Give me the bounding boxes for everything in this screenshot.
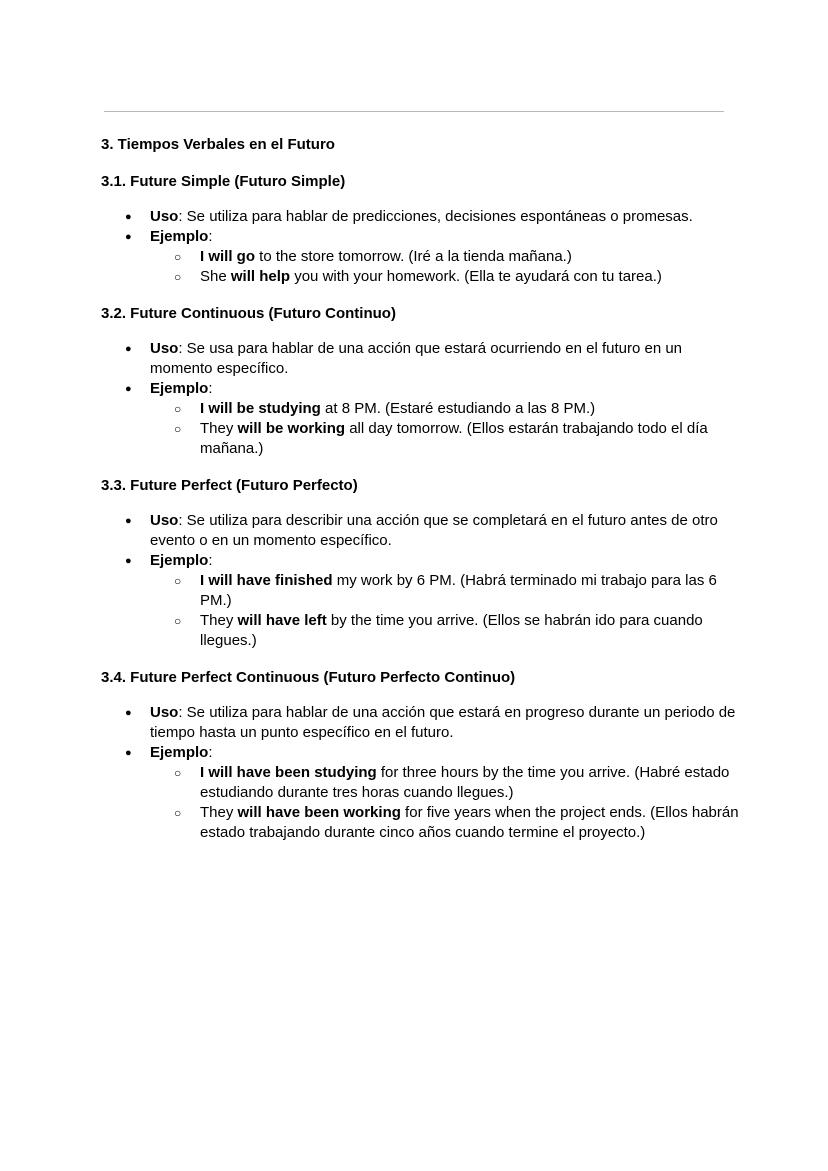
example-item — [101, 803, 741, 843]
ejemplo-item — [101, 743, 741, 843]
ejemplo-label: Ejemplo — [150, 228, 209, 245]
subsection-list-3-4 — [101, 703, 741, 843]
ejemplo-label: Ejemplo — [150, 380, 209, 397]
example-post: at 8 PM. (Estaré estudiando a las 8 PM.) — [320, 400, 596, 417]
example-bold: will have been working — [237, 804, 401, 821]
example-post: for three hours by the time you arrive. (Habré estado estudiando durante tres horas cuando llegues.) — [200, 764, 730, 801]
subsection-title-3-3: 3.3. Future Perfect (Futuro Perfecto) — [101, 477, 358, 494]
example-pre: She — [200, 268, 231, 285]
example-bold: I will have been studying — [200, 764, 377, 781]
example-bold: I will have finished — [200, 572, 333, 589]
section-title: 3. Tiempos Verbales en el Futuro — [101, 136, 335, 153]
example-bold: will have left — [237, 612, 327, 629]
example-item — [101, 247, 741, 267]
ejemplo-item — [101, 551, 741, 651]
uso-item — [101, 339, 741, 379]
example-item — [101, 419, 741, 459]
example-pre: They — [200, 420, 238, 437]
subsection-title-3-2: 3.2. Future Continuous (Futuro Continuo) — [101, 305, 396, 322]
uso-item — [101, 207, 741, 227]
example-pre: They — [200, 804, 238, 821]
uso-label: Uso — [150, 704, 179, 721]
ejemplo-item — [101, 227, 741, 287]
subsection-list-3-2 — [101, 339, 741, 459]
ejemplo-label: Ejemplo — [150, 552, 209, 569]
example-list — [150, 247, 741, 287]
ejemplo-colon: : — [208, 228, 213, 245]
uso-text: : Se utiliza para hablar de una acción que estará en progreso durante un periodo de tiempo hasta un punto específico en el futuro. — [150, 704, 736, 741]
example-item — [101, 267, 741, 287]
example-item — [101, 399, 741, 419]
ejemplo-colon: : — [208, 552, 213, 569]
example-bold: will be working — [237, 420, 346, 437]
example-item — [101, 763, 741, 803]
uso-label: Uso — [150, 340, 179, 357]
uso-label: Uso — [150, 512, 179, 529]
example-post: by the time you arrive. (Ellos se habrán ido para cuando llegues.) — [200, 612, 703, 649]
uso-item — [101, 703, 741, 743]
example-bold: will help — [230, 268, 291, 285]
ejemplo-colon: : — [208, 380, 213, 397]
subsection-title-3-4: 3.4. Future Perfect Continuous (Futuro Perfecto Continuo) — [101, 669, 516, 686]
example-post: all day tomorrow. (Ellos estarán trabajando todo el día mañana.) — [200, 420, 708, 457]
uso-item — [101, 511, 741, 551]
uso-text: : Se utiliza para hablar de predicciones, decisiones espontáneas o promesas. — [178, 208, 693, 225]
example-post: my work by 6 PM. (Habrá terminado mi trabajo para las 6 PM.) — [200, 572, 717, 609]
horizontal-rule — [104, 111, 724, 112]
uso-text: : Se usa para hablar de una acción que estará ocurriendo en el futuro en un momento específico. — [150, 340, 683, 377]
example-bold: I will be studying — [200, 400, 321, 417]
uso-text: : Se utiliza para describir una acción que se completará en el futuro antes de otro evento o en un momento específico. — [150, 512, 718, 549]
subsection-list-3-1 — [101, 207, 741, 287]
example-list — [150, 399, 741, 459]
example-item — [101, 571, 741, 611]
example-post: for five years when the project ends. (Ellos habrán estado trabajando durante cinco años cuando termine el proyecto.) — [200, 804, 739, 841]
example-post: to the store tomorrow. (Iré a la tienda mañana.) — [255, 248, 572, 265]
example-pre: They — [200, 612, 238, 629]
subsection-title-3-1: 3.1. Future Simple (Futuro Simple) — [101, 173, 346, 190]
example-list — [150, 571, 741, 651]
ejemplo-item — [101, 379, 741, 459]
example-list — [150, 763, 741, 843]
uso-label: Uso — [150, 208, 179, 225]
subsection-list-3-3 — [101, 511, 741, 651]
example-item — [101, 611, 741, 651]
example-post: you with your homework. (Ella te ayudará con tu tarea.) — [290, 268, 662, 285]
document-body — [101, 135, 741, 843]
ejemplo-colon: : — [208, 744, 213, 761]
ejemplo-label: Ejemplo — [150, 744, 209, 761]
example-bold: I will go — [200, 248, 255, 265]
